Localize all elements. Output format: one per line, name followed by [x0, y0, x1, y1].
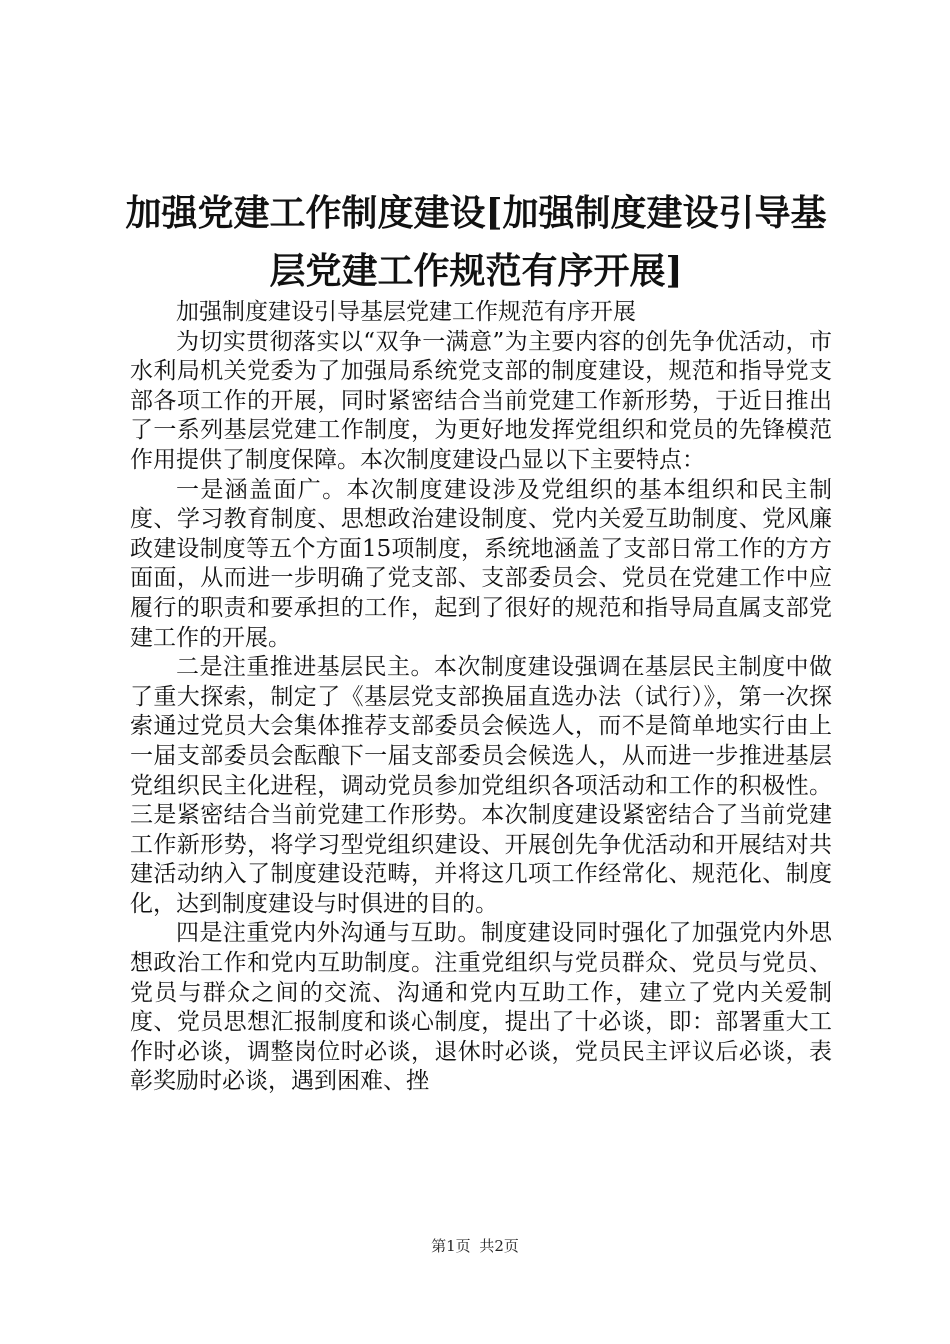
point-one-paragraph: 一是涵盖面广。本次制度建设涉及党组织的基本组织和民主制度、学习教育制度、思想政治建设制度、党内关爱互助制度、党风廉政建设制度等五个方面15项制度，系统地涵盖了支部日常工作的方方面面，从而进一步明确了党支部、支部委员会、党员在党建工作中应履行的职责和要承担的工作，起到了很好的规范和指导局直属支部党建工作的开展。	[130, 476, 832, 651]
page-footer	[0, 1236, 950, 1256]
subtitle-paragraph: 加强制度建设引导基层党建工作规范有序开展	[176, 299, 636, 325]
document-title	[120, 184, 832, 300]
point-four-paragraph: 四是注重党内外沟通与互助。制度建设同时强化了加强党内外思想政治工作和党内互助制度。注重党组织与党员群众、党员与党员、党员与群众之间的交流、沟通和党内互助工作，建立了党内关爱制度、党员思想汇报制度和谈心制度，提出了十必谈，即：部署重大工作时必谈，调整岗位时必谈，退休时必谈，党员民主评议后必谈，表彰奖励时必谈，遇到困难、挫	[130, 920, 832, 1095]
page-number: 第1页	[431, 1237, 471, 1255]
title-line-2: 层党建工作规范有序开展]	[269, 250, 683, 292]
page-total: 共2页	[479, 1237, 519, 1255]
title-line-1: 加强党建工作制度建设[加强制度建设引导基	[125, 192, 827, 234]
intro-paragraph: 为切实贯彻落实以“双争一满意”为主要内容的创先争优活动，市水利局机关党委为了加强局系统党支部的制度建设，规范和指导党支部各项工作的开展，同时紧密结合当前党建工作新形势，于近日推出了一系列基层党建工作制度，为更好地发挥党组织和党员的先锋模范作用提供了制度保障。本次制度建设凸显以下主要特点：	[130, 328, 832, 473]
point-two-three-paragraph: 二是注重推进基层民主。本次制度建设强调在基层民主制度中做了重大探索，制定了《基层党支部换届直选办法（试行）》，第一次探索通过党员大会集体推荐支部委员会候选人，而不是简单地实行由上一届支部委员会酝酿下一届支部委员会候选人，从而进一步推进基层党组织民主化进程，调动党员参加党组织各项活动和工作的积极性。三是紧密结合当前党建工作形势。本次制度建设紧密结合了当前党建工作新形势，将学习型党组织建设、开展创先争优活动和开展结对共建活动纳入了制度建设范畴，并将这几项工作经常化、规范化、制度化，达到制度建设与时俱进的目的。	[130, 654, 832, 917]
document-body	[130, 298, 832, 1097]
